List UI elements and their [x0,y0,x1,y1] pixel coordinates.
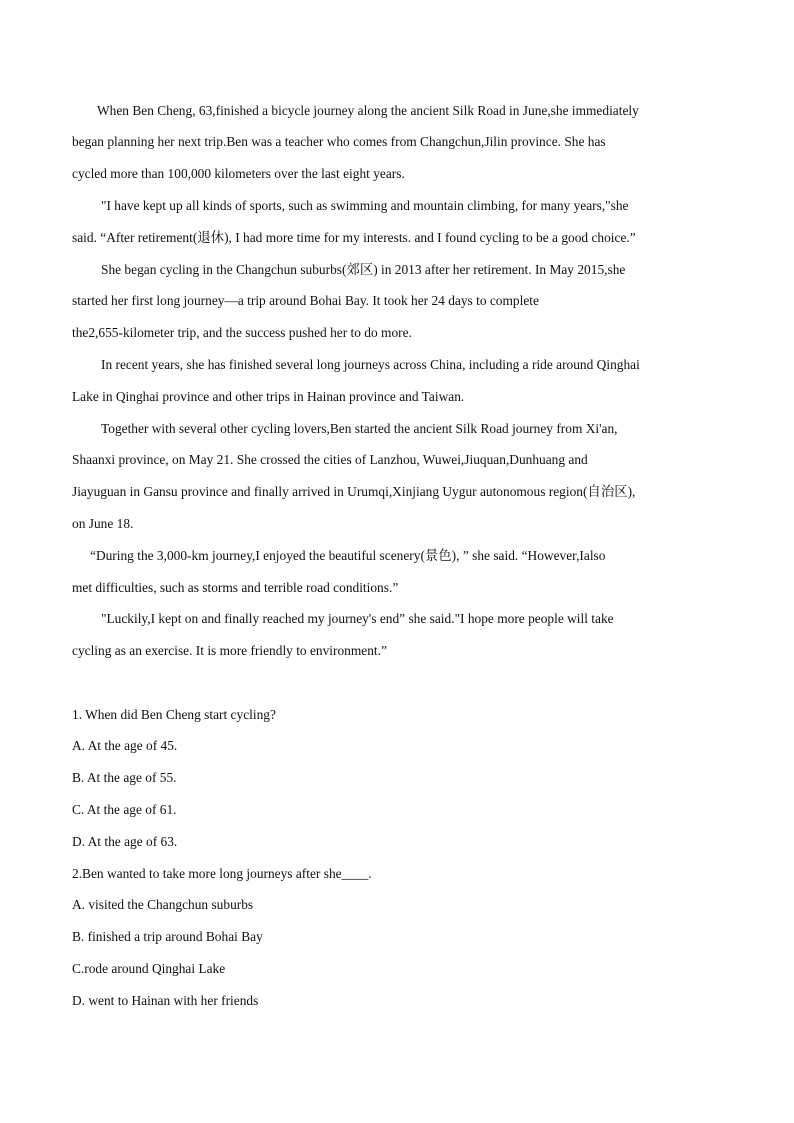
passage-line: In recent years, she has finished several long journeys across China, including a ride around Qinghai [101,357,640,372]
passage-line: the2,655-kilometer trip, and the success pushed her to do more. [72,325,412,340]
passage-line: Together with several other cycling lovers,Ben started the ancient Silk Road journey from Xi'an, [101,421,618,436]
passage-line: Jiayuguan in Gansu province and finally arrived in Urumqi,Xinjiang Uygur autonomous region(自治区), [72,484,636,499]
passage-line: met difficulties, such as storms and terrible road conditions.” [72,580,399,595]
passage-line: Lake in Qinghai province and other trips in Hainan province and Taiwan. [72,389,465,404]
question-stem: 2.Ben wanted to take more long journeys after she____. [72,866,372,881]
passage-line: cycling as an exercise. It is more friendly to environment.” [72,643,387,658]
answer-option[interactable]: A. At the age of 45. [72,738,178,753]
passage-line: Shaanxi province, on May 21. She crossed the cities of Lanzhou, Wuwei,Jiuquan,Dunhuang and [72,452,588,467]
answer-option[interactable]: D. At the age of 63. [72,834,178,849]
question-stem: 1. When did Ben Cheng start cycling? [72,707,276,722]
answer-option[interactable]: C.rode around Qinghai Lake [72,961,226,976]
passage-line: When Ben Cheng, 63,finished a bicycle journey along the ancient Silk Road in June,she immediately [97,103,639,118]
passage-line: She began cycling in the Changchun suburbs(郊区) in 2013 after her retirement. In May 2015,she [101,262,626,277]
passage-line: said. “After retirement(退休), I had more time for my interests. and I found cycling to be a good choice.” [72,230,636,245]
passage-line: “During the 3,000-km journey,I enjoyed the beautiful scenery(景色), ” she said. “However,Ialso [90,548,606,563]
answer-option[interactable]: B. At the age of 55. [72,770,177,785]
passage-line: "I have kept up all kinds of sports, such as swimming and mountain climbing, for many years,"she [101,198,629,213]
passage-line: cycled more than 100,000 kilometers over the last eight years. [72,166,405,181]
passage-line: began planning her next trip.Ben was a teacher who comes from Changchun,Jilin province. She has [72,134,606,149]
answer-option[interactable]: C. At the age of 61. [72,802,177,817]
answer-option[interactable]: A. visited the Changchun suburbs [72,897,254,912]
passage-line: on June 18. [72,516,134,531]
answer-option[interactable]: B. finished a trip around Bohai Bay [72,929,263,944]
answer-option[interactable]: D. went to Hainan with her friends [72,993,259,1008]
passage-line: started her first long journey—a trip around Bohai Bay. It took her 24 days to complete [72,293,539,308]
passage-line: "Luckily,I kept on and finally reached my journey's end” she said."I hope more people will take [101,611,614,626]
